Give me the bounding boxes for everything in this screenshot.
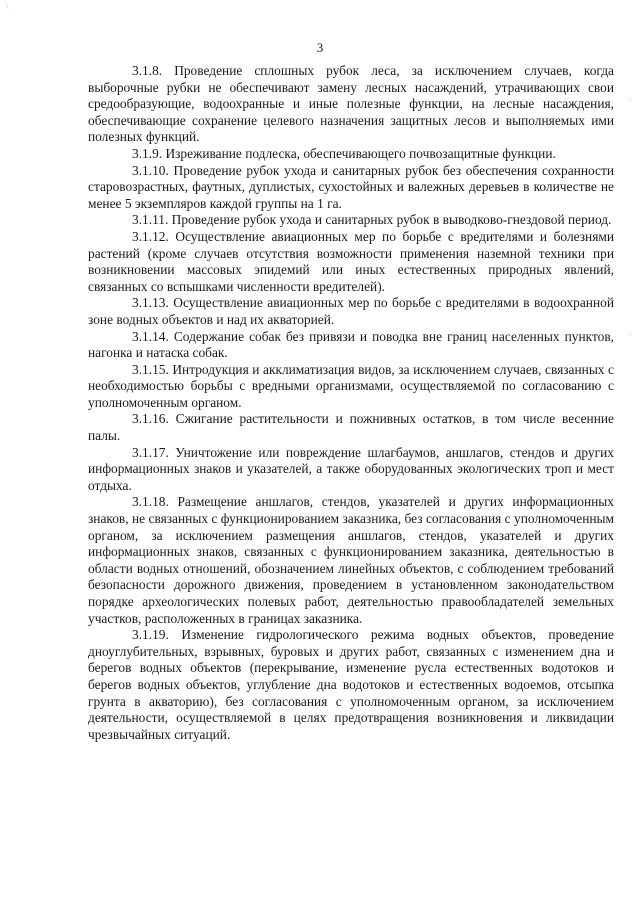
clause-3-1-8: 3.1.8. Проведение сплошных рубок леса, за исключением случаев, когда выборочные рубки не обеспечивают замену лесных насаждений, утрачивающих свои средообразующие, водоохранные и иные полезные функции, на лесные насаждения, обеспечивающие сохранение целевого назначения защитных лесов и выполняемых ими полезных функций. (88, 63, 614, 145)
clause-3-1-11: 3.1.11. Проведение рубок ухода и санитарных рубок в выводково-гнездовой период. (132, 212, 612, 228)
clause-3-1-15: 3.1.15. Интродукция и акклиматизация видов, за исключением случаев, связанных с необходимостью борьбы с вредными организмами, осуществляемой по согласованию с уполномоченным органом. (88, 361, 614, 410)
scan-artifact: ⁘ (626, 329, 634, 339)
clause-3-1-18: 3.1.18. Размещение аншлагов, стендов, указателей и других информационных знаков, не связанных с функционированием заказника, без согласования с уполномоченным органом, за исключением размещения аншлагов, стендов, указателей и других информационных знаков, связанных с функционированием заказника, деятельностью в области водных отношений, обозначением линейных объектов, с соблюдением требований безопасности дорожного движения, проведением в установленном законодательством порядке археологических полевых работ, деятельностью правообладателей земельных участков, расположенных в границах заказника. (88, 494, 614, 626)
clause-3-1-16: 3.1.16. Сжигание растительности и пожнивных остатков, в том числе весенние палы. (88, 411, 614, 444)
page-number: 3 (316, 40, 324, 55)
clause-3-1-17: 3.1.17. Уничтожение или повреждение шлагбаумов, аншлагов, стендов и других информационных знаков и указателей, а также оборудованных экологических троп и мест отдыха. (88, 444, 614, 493)
clause-3-1-12: 3.1.12. Осуществление авиационных мер по борьбе с вредителями и болезнями растений (кроме случаев отсутствия возможности применения наземной техники при возникновении массовых эпидемий или иных естественных природных явлений, связанных со вспышками численности вредителей). (88, 228, 614, 294)
clause-3-1-13: 3.1.13. Осуществление авиационных мер по борьбе с вредителями в водоохранной зоне водных объектов и над их акваторией. (88, 295, 614, 327)
clause-3-1-10: 3.1.10. Проведение рубок ухода и санитарных рубок без обеспечения сохранности старовозрастных, фаутных, дуплистых, сухостойных и валежных деревьев в количестве не менее 5 экземпляров каждой группы на 1 га. (88, 162, 614, 211)
clause-3-1-9: 3.1.9. Изреживание подлеска, обеспечивающего почвозащитные функции. (132, 145, 556, 161)
document-body (88, 63, 614, 743)
scan-artifact: \ (6, 1, 9, 11)
clause-3-1-14: 3.1.14. Содержание собак без привязи и поводка вне границ населенных пунктов, нагонка и натаска собак. (88, 328, 614, 361)
scan-artifact: ⁘ (626, 95, 634, 105)
clause-3-1-19: 3.1.19. Изменение гидрологического режима водных объектов, проведение дноуглубительных, взрывных, буровых и других работ, связанных с изменением дна и берегов водных объектов (перекрывание, изменение русла естественных водотоков и берегов водных объектов, углубление дна водотоков и естественных водоемов, отсыпка грунта в акваторию), без согласования с уполномоченным органом, за исключением деятельности, осуществляемой в целях предотвращения возникновения и ликвидации чрезвычайных ситуаций. (88, 627, 614, 742)
